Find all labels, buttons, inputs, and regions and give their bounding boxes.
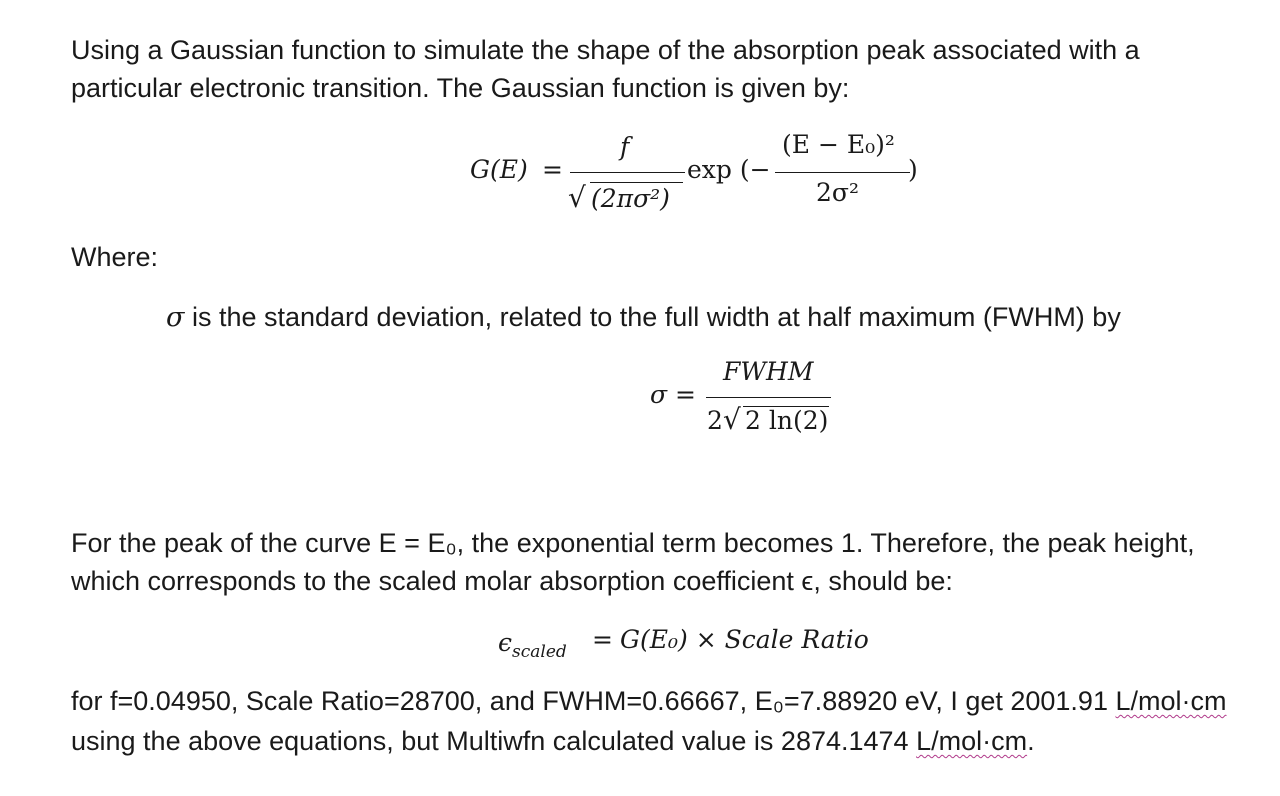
gaussian-close-paren: ): [908, 155, 918, 184]
scaled-eq-equals: =: [592, 625, 613, 654]
sqrt-icon: √: [568, 181, 586, 214]
question-line-2-end: .: [1027, 726, 1035, 756]
sigma-definition: [166, 298, 1121, 337]
peak-line-1: For the peak of the curve E = E₀, the exponential term becomes 1. Therefore, the peak height,: [71, 528, 1195, 558]
gaussian-equals: =: [542, 155, 563, 184]
where-label: Where:: [71, 242, 159, 272]
sigma-eq-numerator: FWHM: [723, 357, 814, 386]
question-line-1-text: for f=0.04950, Scale Ratio=28700, and FWHM=0.66667, E₀=7.88920 eV, I get 2001.91: [71, 686, 1116, 716]
sigma-eq-denominator-body: 2 ln(2): [745, 406, 829, 435]
sqrt-icon: √: [723, 403, 741, 436]
peak-line-2: which corresponds to the scaled molar absorption coefficient ϵ, should be:: [71, 566, 953, 596]
unit-spellcheck-1: L/mol·cm: [1115, 686, 1227, 716]
gaussian-exp: exp (−: [687, 155, 771, 184]
intro-line-2: particular electronic transition. The Gaussian function is given by:: [71, 73, 850, 103]
scaled-eq-rhs: G(E₀) × Scale Ratio: [620, 625, 869, 654]
question-line-1: [71, 682, 1226, 720]
sigma-eq-denominator-prefix: 2: [707, 406, 723, 435]
scaled-subscript: scaled: [512, 642, 567, 662]
sigma-eq-fraction-bar: [706, 397, 831, 398]
gaussian-lhs: G(E): [470, 155, 528, 184]
sigma-eq-lhs: σ =: [650, 380, 696, 409]
unit-spellcheck-2: L/mol·cm: [916, 726, 1028, 756]
question-line-2: [71, 722, 1035, 760]
gaussian-exp-fraction-bar: [775, 172, 910, 173]
gaussian-exp-numerator: (E − E₀)²: [782, 130, 895, 159]
gaussian-fraction-bar: [570, 172, 685, 173]
gaussian-denominator: (2πσ²): [591, 184, 670, 213]
sqrt-overline: [590, 182, 683, 183]
intro-line-1: Using a Gaussian function to simulate the shape of the absorption peak associated with a: [71, 35, 1140, 65]
sigma-definition-text: is the standard deviation, related to the full width at half maximum (FWHM) by: [184, 302, 1121, 332]
sigma-symbol: σ: [166, 302, 185, 333]
scaled-eq-lhs: [498, 628, 567, 662]
gaussian-exp-denominator: 2σ²: [816, 178, 859, 207]
epsilon-symbol: ϵ: [498, 628, 513, 657]
gaussian-numerator: f: [620, 132, 630, 161]
question-line-2-text: using the above equations, but Multiwfn calculated value is 2874.1474: [71, 726, 917, 756]
